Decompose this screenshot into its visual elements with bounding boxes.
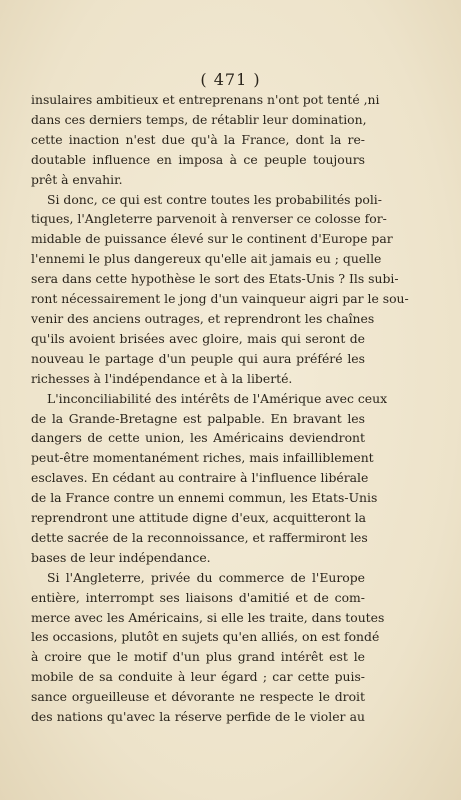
text-line: sance orgueilleuse et dévorante ne respecte le droit bbox=[31, 689, 365, 705]
text-line: prêt à envahir. bbox=[31, 171, 123, 187]
text-line: de la Grande-Bretagne est palpable. En bravant les bbox=[31, 410, 365, 426]
text-line: nouveau le partage d'un peuple qui aura préféré les bbox=[31, 350, 365, 366]
text-line: midable de puissance élevé sur le continent d'Europe par bbox=[31, 231, 393, 247]
text-line: de la France contre un ennemi commun, les Etats-Unis bbox=[31, 490, 378, 506]
text-line: peut-être momentanément riches, mais infailliblement bbox=[31, 450, 374, 466]
text-line: doutable influence en imposa à ce peuple toujours bbox=[31, 151, 365, 167]
text-line: insulaires ambitieux et entreprenans n'ont pot tenté ,ni bbox=[31, 92, 380, 107]
text-line: venir des anciens outrages, et reprendront les chaînes bbox=[31, 310, 375, 326]
text-line: Si donc, ce qui est contre toutes les probabilités poli- bbox=[47, 191, 382, 207]
text-line: sera dans cette hypothèse le sort des Etats-Unis ? Ils subi- bbox=[31, 271, 399, 287]
text-line: dans ces derniers temps, de rétablir leur domination, bbox=[31, 111, 367, 127]
paragraph bbox=[31, 568, 385, 727]
text-line: à croire que le motif d'un plus grand intérêt est le bbox=[31, 649, 365, 665]
text-line: L'inconciliabilité des intérêts de l'Amérique avec ceux bbox=[47, 390, 388, 406]
text-line: reprendront une attitude digne d'eux, acquitteront la bbox=[31, 510, 367, 526]
text-line: dangers de cette union, les Américains deviendront bbox=[31, 430, 365, 446]
text-line: tiques, l'Angleterre parvenoit à renverser ce colosse for- bbox=[31, 211, 387, 227]
paragraph bbox=[31, 190, 409, 389]
text-line: Si l'Angleterre, privée du commerce de l'Europe bbox=[47, 569, 365, 585]
text-line: dette sacrée de la reconnoissance, et raffermiront les bbox=[31, 529, 368, 545]
text-line: esclaves. En cédant au contraire à l'influence libérale bbox=[31, 470, 369, 486]
text-line: ront nécessairement le jong d'un vainqueur aigri par le sou- bbox=[31, 291, 409, 307]
page-number: ( 471 ) bbox=[200, 70, 261, 89]
text-line: mobile de sa conduite à leur égard ; car cette puis- bbox=[31, 669, 365, 685]
text-line: l'ennemi le plus dangereux qu'elle ait jamais eu ; quelle bbox=[31, 251, 382, 267]
text-line: bases de leur indépendance. bbox=[31, 549, 211, 565]
paragraph bbox=[31, 389, 388, 568]
body-text bbox=[31, 90, 409, 727]
text-line: les occasions, plutôt en sujets qu'en alliés, on est fondé bbox=[31, 629, 380, 645]
text-line: richesses à l'indépendance et à la liberté. bbox=[31, 370, 293, 386]
text-line: merce avec les Américains, si elle les traite, dans toutes bbox=[31, 609, 385, 625]
text-line: entière, interrompt ses liaisons d'amitié et de com- bbox=[31, 589, 365, 605]
text-line: des nations qu'avec la réserve perfide de le violer au bbox=[31, 709, 365, 725]
text-line: qu'ils avoient brisées avec gloire, mais qui seront de bbox=[31, 330, 365, 346]
paragraph bbox=[31, 90, 380, 190]
text-line: cette inaction n'est due qu'à la France, dont la re- bbox=[31, 131, 365, 147]
